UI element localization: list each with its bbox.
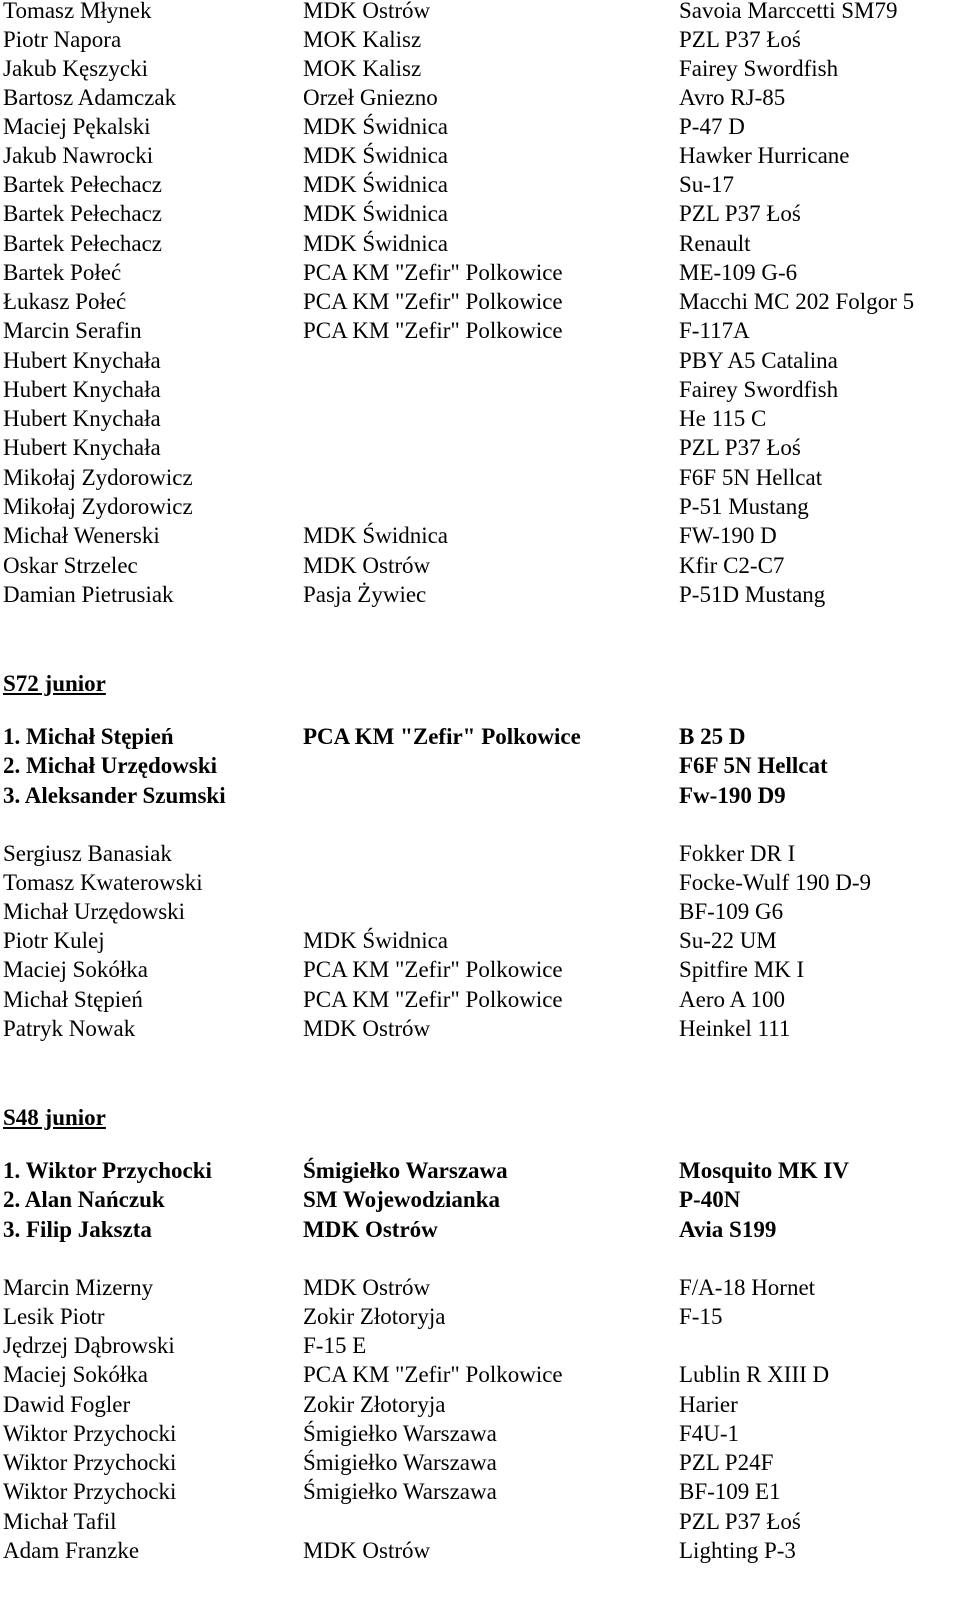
model-name: F-117A	[679, 318, 750, 343]
table-row	[0, 404, 960, 433]
competitor-name: Marcin Mizerny	[3, 1275, 154, 1300]
model-name: Savoia Marccetti SM79	[679, 0, 898, 23]
model-name: Avia S199	[679, 1217, 777, 1242]
model-name: PZL P24F	[679, 1450, 774, 1475]
model-name: B 25 D	[679, 724, 746, 749]
competitor-name: Hubert Knychała	[3, 348, 161, 373]
competitor-name: Piotr Napora	[3, 27, 122, 52]
competitor-name: Wiktor Przychocki	[3, 1479, 177, 1504]
model-name: He 115 C	[679, 406, 767, 431]
club-name: PCA KM "Zefir" Polkowice	[303, 987, 563, 1012]
model-name: P-51 Mustang	[679, 494, 809, 519]
winner-row	[0, 781, 960, 810]
club-name: Śmigiełko Warszawa	[303, 1479, 497, 1504]
competitor-name: Jędrzej Dąbrowski	[3, 1333, 175, 1358]
table-row	[0, 346, 960, 375]
competitor-name: 3. Filip Jaksztа	[3, 1217, 152, 1242]
competitor-name: Hubert Knychała	[3, 435, 161, 460]
model-name: Fairey Swordfish	[679, 56, 839, 81]
club-name: MDK Ostrów	[303, 1275, 431, 1300]
club-name: Zokir Złotoryja	[303, 1304, 446, 1329]
competitor-name: Maciej Pękalski	[3, 114, 151, 139]
competitor-name: Bartek Pełechacz	[3, 201, 162, 226]
model-name: F/A-18 Hornet	[679, 1275, 816, 1300]
competitor-name: Bartek Pełechacz	[3, 231, 162, 256]
table-row	[0, 463, 960, 492]
competitor-name: Bartosz Adamczak	[3, 85, 177, 110]
winner-row	[0, 751, 960, 780]
model-name: Spitfire MK I	[679, 957, 805, 982]
model-name: F4U-1	[679, 1421, 740, 1446]
competitor-name: Piotr Kulej	[3, 928, 105, 953]
table-row	[0, 112, 960, 141]
competitor-name: Mikołaj Zydorowicz	[3, 465, 193, 490]
table-row	[0, 375, 960, 404]
competitor-name: Sergiusz Banasiak	[3, 841, 172, 866]
competitor-name: Wiktor Przychocki	[3, 1450, 177, 1475]
competitor-name: Michał Urzędowski	[3, 899, 186, 924]
model-name: Fokker DR I	[679, 841, 796, 866]
club-name: MDK Świdnica	[303, 143, 449, 168]
competitor-name: Bartek Połeć	[3, 260, 122, 285]
table-row	[0, 316, 960, 345]
competitor-name: 3. Aleksander Szumski	[3, 783, 226, 808]
table-row	[0, 521, 960, 550]
competitor-name: Tomasz Młynek	[3, 0, 152, 23]
competitor-name: Dawid Fogler	[3, 1392, 131, 1417]
competitor-name: Oskar Strzelec	[3, 553, 138, 578]
competitor-name: 2. Michał Urzędowski	[3, 753, 218, 778]
competitor-name: Jakub Nawrocki	[3, 143, 154, 168]
table-row	[0, 258, 960, 287]
competitor-name: Wiktor Przychocki	[3, 1421, 177, 1446]
table-row	[0, 985, 960, 1014]
table-row	[0, 433, 960, 462]
club-name: MDK Świdnica	[303, 201, 449, 226]
model-name: P-40N	[679, 1187, 741, 1212]
competitor-name: Patryk Nowak	[3, 1016, 136, 1041]
club-name: MDK Świdnica	[303, 114, 449, 139]
club-name: PCA KM "Zefir" Polkowice	[303, 1362, 563, 1387]
model-name: Harier	[679, 1392, 738, 1417]
competitor-name: Michał Wenerski	[3, 523, 160, 548]
competitor-name: Adam Franzke	[3, 1538, 140, 1563]
table-row	[0, 955, 960, 984]
club-name: MOK Kalisz	[303, 56, 422, 81]
table-row	[0, 897, 960, 926]
club-name: Śmigiełko Warszawa	[303, 1158, 508, 1183]
competitor-name: 1. Michał Stępień	[3, 724, 174, 749]
section-heading: S72 junior	[3, 671, 106, 696]
model-name: Focke-Wulf 190 D-9	[679, 870, 871, 895]
model-name: PBY A5 Catalina	[679, 348, 838, 373]
table-row	[0, 83, 960, 112]
club-name: Orzeł Gniezno	[303, 85, 438, 110]
model-name: Aero A 100	[679, 987, 786, 1012]
model-name: F6F 5N Hellcat	[679, 753, 828, 778]
club-name: SM Wojewodzianka	[303, 1187, 501, 1212]
club-name: MDK Świdnica	[303, 523, 449, 548]
table-row	[0, 199, 960, 228]
model-name: PZL P37 Łoś	[679, 27, 801, 52]
model-name: Lighting P-3	[679, 1538, 796, 1563]
competitor-name: 1. Wiktor Przychocki	[3, 1158, 212, 1183]
table-row	[0, 868, 960, 897]
model-name: F-15	[679, 1304, 723, 1329]
table-row	[0, 1273, 960, 1302]
table-row	[0, 839, 960, 868]
table-row	[0, 170, 960, 199]
model-name: P-47 D	[679, 114, 745, 139]
club-name: Śmigiełko Warszawa	[303, 1450, 497, 1475]
model-name: Fw-190 D9	[679, 783, 786, 808]
model-name: PZL P37 Łoś	[679, 1509, 801, 1534]
model-name: Kfir C2-C7	[679, 553, 785, 578]
model-name: Su-17	[679, 172, 734, 197]
table-row	[0, 580, 960, 609]
model-name: Mosquito MK IV	[679, 1158, 849, 1183]
table-row	[0, 0, 960, 25]
table-row	[0, 287, 960, 316]
table-row	[0, 25, 960, 54]
model-name: FW-190 D	[679, 523, 777, 548]
club-name: PCA KM "Zefir" Polkowice	[303, 957, 563, 982]
model-name: Renault	[679, 231, 751, 256]
competitor-name: Michał Stępień	[3, 987, 143, 1012]
model-name: Hawker Hurricane	[679, 143, 850, 168]
section-heading: S48 junior	[3, 1105, 106, 1130]
competitor-name: Bartek Pełechacz	[3, 172, 162, 197]
club-name: PCA KM "Zefir" Polkowice	[303, 318, 563, 343]
table-row	[0, 1331, 960, 1360]
club-name: MDK Ostrów	[303, 1538, 431, 1563]
club-name: MDK Świdnica	[303, 928, 449, 953]
club-name: F-15 E	[303, 1333, 367, 1358]
model-name: ME-109 G-6	[679, 260, 798, 285]
winner-row	[0, 722, 960, 751]
club-name: PCA KM "Zefir" Polkowice	[303, 289, 563, 314]
club-name: Pasja Żywiec	[303, 582, 427, 607]
table-row	[0, 926, 960, 955]
winner-row	[0, 1215, 960, 1244]
table-row	[0, 1014, 960, 1043]
table-row	[0, 1536, 960, 1565]
club-name: MDK Świdnica	[303, 172, 449, 197]
club-name: MDK Ostrów	[303, 553, 431, 578]
model-name: PZL P37 Łoś	[679, 201, 801, 226]
competitor-name: Maciej Sokółka	[3, 1362, 148, 1387]
club-name: MDK Ostrów	[303, 0, 431, 23]
model-name: PZL P37 Łoś	[679, 435, 801, 460]
competitor-name: Damian Pietrusiak	[3, 582, 174, 607]
club-name: MDK Ostrów	[303, 1016, 431, 1041]
table-row	[0, 1477, 960, 1506]
winner-row	[0, 1185, 960, 1214]
model-name: Macchi MC 202 Folgor 5	[679, 289, 915, 314]
competitor-name: Lesik Piotr	[3, 1304, 105, 1329]
model-name: BF-109 G6	[679, 899, 784, 924]
model-name: F6F 5N Hellcat	[679, 465, 823, 490]
competitor-name: Mikołaj Zydorowicz	[3, 494, 193, 519]
competitor-name: Hubert Knychała	[3, 377, 161, 402]
competitor-name: Maciej Sokółka	[3, 957, 148, 982]
table-row	[0, 1390, 960, 1419]
club-name: MDK Świdnica	[303, 231, 449, 256]
club-name: PCA KM "Zefir" Polkowice	[303, 724, 581, 749]
club-name: PCA KM "Zefir" Polkowice	[303, 260, 563, 285]
club-name: Zokir Złotoryja	[303, 1392, 446, 1417]
competitor-name: Jakub Kęszycki	[3, 56, 148, 81]
club-name: Śmigiełko Warszawa	[303, 1421, 497, 1446]
competitor-name: Tomasz Kwaterowski	[3, 870, 203, 895]
model-name: BF-109 E1	[679, 1479, 781, 1504]
competitor-name: Hubert Knychała	[3, 406, 161, 431]
table-row	[0, 1507, 960, 1536]
model-name: P-51D Mustang	[679, 582, 826, 607]
table-row	[0, 1360, 960, 1389]
club-name: MDK Ostrów	[303, 1217, 438, 1242]
table-row	[0, 54, 960, 83]
table-row	[0, 492, 960, 521]
table-row	[0, 1419, 960, 1448]
competitor-name: Michał Tafil	[3, 1509, 117, 1534]
table-row	[0, 551, 960, 580]
winner-row	[0, 1156, 960, 1185]
table-row	[0, 229, 960, 258]
table-row	[0, 141, 960, 170]
competitor-name: 2. Alan Nańczuk	[3, 1187, 165, 1212]
model-name: Fairey Swordfish	[679, 377, 839, 402]
table-row	[0, 1302, 960, 1331]
competitor-name: Marcin Serafin	[3, 318, 142, 343]
model-name: Su-22 UM	[679, 928, 777, 953]
club-name: MOK Kalisz	[303, 27, 422, 52]
model-name: Avro RJ-85	[679, 85, 786, 110]
table-row	[0, 1448, 960, 1477]
model-name: Heinkel 111	[679, 1016, 791, 1041]
model-name: Lublin R XIII D	[679, 1362, 830, 1387]
competitor-name: Łukasz Połeć	[3, 289, 127, 314]
